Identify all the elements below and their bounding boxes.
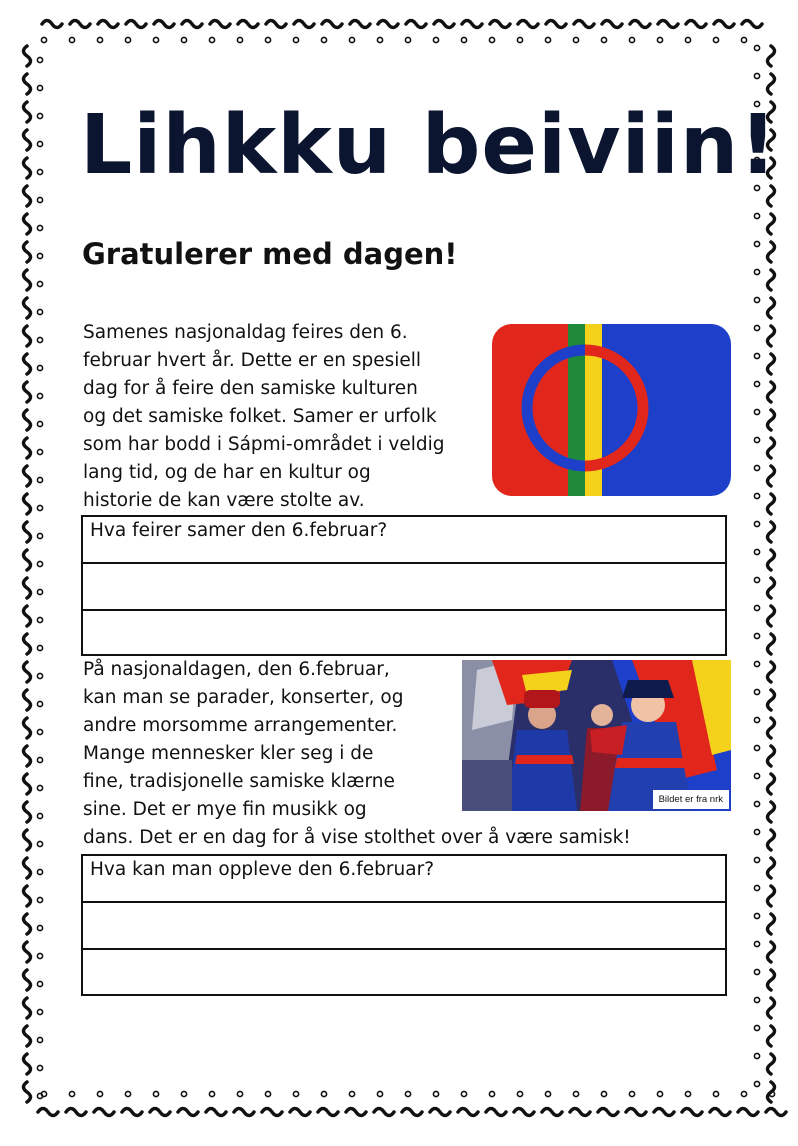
- paragraph-line: Mange mennesker kler seg i de: [83, 743, 374, 764]
- answer-line[interactable]: [83, 517, 725, 564]
- paragraph-line: sine. Det er mye fin musikk og: [83, 799, 367, 820]
- paragraph-line: som har bodd i Sápmi-området i veldig: [83, 434, 445, 455]
- paragraph-line: andre morsomme arrangementer.: [83, 715, 398, 736]
- paragraph-line: lang tid, og de har en kultur og: [83, 462, 371, 483]
- question-box-1: [81, 515, 727, 656]
- answer-line[interactable]: [83, 950, 725, 997]
- intro-paragraph: [83, 319, 445, 515]
- photo-illustration: [462, 660, 731, 811]
- paragraph-line: dans. Det er en dag for å vise stolthet over å være samisk!: [83, 827, 631, 848]
- answer-line[interactable]: [83, 903, 725, 950]
- paragraph-line: og det samiske folket. Samer er urfolk: [83, 406, 437, 427]
- question-text: Hva feirer samer den 6.februar?: [90, 520, 388, 541]
- question-text: Hva kan man oppleve den 6.februar?: [90, 859, 435, 880]
- paragraph-line: kan man se parader, konserter, og: [83, 687, 404, 708]
- page-title: Lihkku beiviin!: [80, 98, 778, 193]
- paragraph-line: Samenes nasjonaldag feires den 6.: [83, 322, 408, 343]
- photo-caption: Bildet er fra nrk: [653, 790, 729, 809]
- answer-line[interactable]: [83, 856, 725, 903]
- paragraph-line: fine, tradisjonelle samiske klærne: [83, 771, 395, 792]
- paragraph-line: februar hvert år. Dette er en spesiell: [83, 350, 422, 371]
- flag-blue-field: [602, 324, 731, 496]
- question-box-2: [81, 854, 727, 996]
- answer-line[interactable]: [83, 564, 725, 611]
- paragraph-line: historie de kan være stolte av.: [83, 490, 365, 511]
- answer-line[interactable]: [83, 611, 725, 658]
- sami-flag-image: [492, 324, 731, 496]
- paragraph-line: dag for å feire den samiske kulturen: [83, 378, 418, 399]
- paragraph-line: På nasjonaldagen, den 6.februar,: [83, 659, 390, 680]
- celebration-photo: [462, 660, 731, 811]
- page-subtitle: Gratulerer med dagen!: [82, 237, 458, 271]
